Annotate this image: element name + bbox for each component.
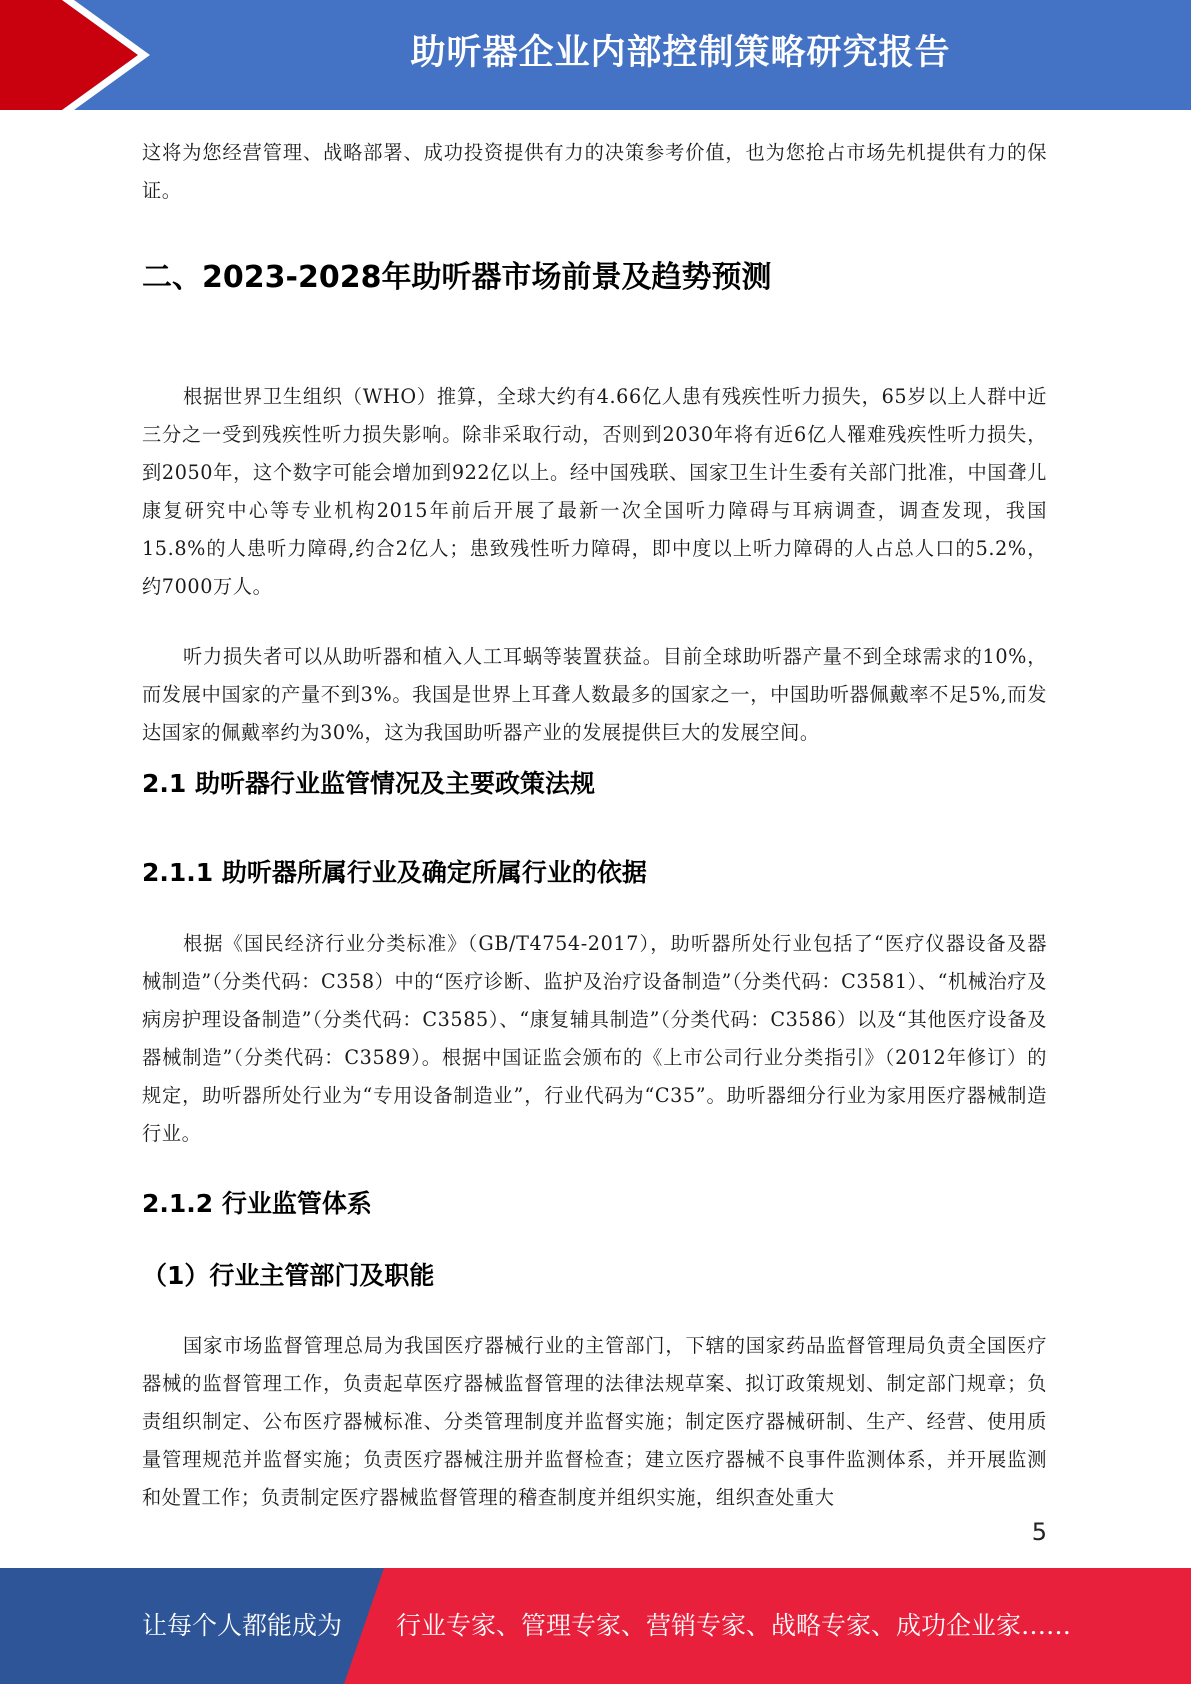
page-number: 5 [1031, 1518, 1047, 1546]
intro-paragraph: 这将为您经营管理、战略部署、成功投资提供有力的决策参考价值，也为您抢占市场先机提供有力的保证。 [142, 141, 1047, 202]
footer-slogan-left: 让每个人都能成为 [142, 1611, 343, 1640]
paragraph-who-statistics: 根据世界卫生组织（WHO）推算，全球大约有4.66亿人患有残疾性听力损失，65岁以上人群中近三分之一受到残疾性听力损失影响。除非采取行动，否则到2030年将有近6亿人罹难残疾性听力损失，到2050年，这个数字可能会增加到922亿以上。经中国残联、国家卫生计生委有关部门批准，中国聋儿康复研究中心等专业机构2015年前后开展了最新一次全国听力障碍与耳病调查，调查发现，我国15.8%的人患听力障碍,约合2亿人；患致残性听力障碍，即中度以上听力障碍的人占总人口的5.2%，约7000万人。 [142, 385, 1047, 598]
heading-sub-1: （1）行业主管部门及职能 [142, 1261, 435, 1290]
section-2-heading: 二、2023-2028年助听器市场前景及趋势预测 [142, 260, 772, 295]
paragraph-regulator: 国家市场监督管理总局为我国医疗器械行业的主管部门，下辖的国家药品监督管理局负责全国医疗器械的监督管理工作，负责起草医疗器械监督管理的法律法规草案、拟订政策规划、制定部门规章；负责组织制定、公布医疗器械标准、分类管理制度并监督实施；制定医疗器械研制、生产、经营、使用质量管理规范并监督实施；负责医疗器械注册并监督检查；建立医疗器械不良事件监测体系，并开展监测和处置工作；负责制定医疗器械监督管理的稽查制度并组织实施，组织查处重大 [142, 1334, 1047, 1509]
report-title: 助听器企业内部控制策略研究报告 [410, 33, 951, 73]
heading-2-1-1: 2.1.1 助听器所属行业及确定所属行业的依据 [142, 858, 647, 887]
heading-2-1-2: 2.1.2 行业监管体系 [142, 1189, 372, 1218]
page-footer [0, 1568, 1191, 1684]
paragraph-market-supply: 听力损失者可以从助听器和植入人工耳蜗等装置获益。目前全球助听器产量不到全球需求的10%，而发展中国家的产量不到3%。我国是世界上耳聋人数最多的国家之一，中国助听器佩戴率不足5%,而发达国家的佩戴率约为30%，这为我国助听器产业的发展提供巨大的发展空间。 [142, 645, 1047, 744]
paragraph-industry-classification: 根据《国民经济行业分类标准》（GB/T4754-2017），助听器所处行业包括了“医疗仪器设备及器械制造”（分类代码：C358）中的“医疗诊断、监护及治疗设备制造”（分类代码：C3581）、“机械治疗及病房护理设备制造”（分类代码：C3585）、“康复辅具制造”（分类代码：C3586）以及“其他医疗设备及器械制造”（分类代码：C3589）。根据中国证监会颁布的《上市公司行业分类指引》（2012年修订）的规定，助听器所处行业为“专用设备制造业”，行业代码为“C35”。助听器细分行业为家用医疗器械制造行业。 [142, 932, 1047, 1145]
heading-2-1: 2.1 助听器行业监管情况及主要政策法规 [142, 769, 595, 798]
footer-slogan-right: 行业专家、管理专家、营销专家、战略专家、成功企业家…… [396, 1611, 1072, 1640]
page-header [0, 0, 1191, 110]
